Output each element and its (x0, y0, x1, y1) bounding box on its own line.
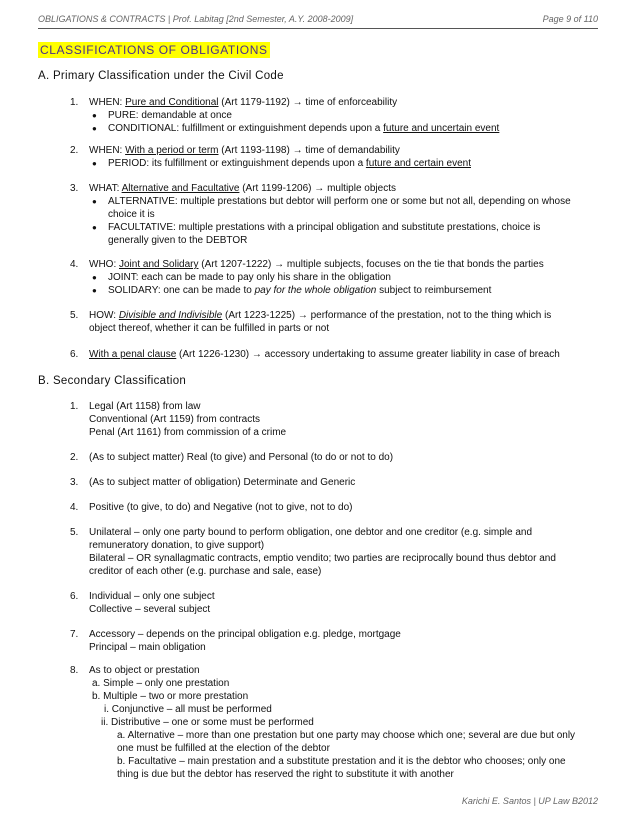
b8-number: 8. (70, 665, 79, 676)
a3-number: 3. (70, 183, 79, 194)
page-header (38, 12, 598, 29)
b1-number: 1. (70, 401, 79, 412)
b1-line-legal: Legal (Art 1158) from law (89, 401, 201, 412)
b5-line-unilateral-cont: remuneratory donation, to give support) (89, 540, 265, 551)
page-footer: Karichi E. Santos | UP Law B2012 (461, 796, 598, 806)
bullet-icon: ● (92, 197, 97, 206)
a6-number: 6. (70, 349, 79, 360)
b5-line-unilateral: Unilateral – only one party bound to perform obligation, one debtor and one creditor (e.g. simple and (89, 527, 533, 538)
a1-bullet-conditional: CONDITIONAL: fulfillment or extinguishment depends upon a future and uncertain event (108, 123, 500, 134)
a1-text: WHEN: Pure and Conditional (Art 1179-1192) → time of enforceability (89, 97, 398, 108)
b2-number: 2. (70, 452, 79, 463)
b8-facultative: b. Facultative – main prestation and a substitute prestation and it is the debtor who chooses; only one (117, 756, 566, 767)
a2-text: WHEN: With a period or term (Art 1193-1198) → time of demandability (89, 145, 400, 156)
b7-line-accessory: Accessory – depends on the principal obligation e.g. pledge, mortgage (89, 629, 401, 640)
a3-bullet-facultative-cont: generally given to the DEBTOR (108, 235, 248, 246)
section-title: CLASSIFICATIONS OF OBLIGATIONS (40, 43, 268, 57)
b5-number: 5. (70, 527, 79, 538)
a2-bullet-period: PERIOD: its fulfillment or extinguishment depends upon a future and certain event (108, 158, 471, 169)
bullet-icon: ● (92, 286, 97, 295)
a3-bullet-alternative-cont: choice it is (108, 209, 155, 220)
a4-bullet-joint: JOINT: each can be made to pay only his share in the obligation (108, 272, 391, 283)
section-a-heading: A. Primary Classification under the Civil Code (38, 70, 284, 82)
a5-text-cont: object thereof, whether it can be fulfilled in parts or not (89, 323, 330, 334)
a1-bullet-pure: PURE: demandable at once (108, 110, 232, 121)
bullet-icon: ● (92, 159, 97, 168)
b8-sub-simple: a. Simple – only one prestation (92, 678, 230, 689)
b8-alternative: a. Alternative – more than one prestation but one party may choose which one; several are due but only (117, 730, 576, 741)
b8-sub-conjunctive: i. Conjunctive – all must be performed (104, 704, 272, 715)
header-page-number: Page 9 of 110 (542, 14, 598, 24)
section-b-heading: B. Secondary Classification (38, 375, 187, 387)
bullet-icon: ● (92, 273, 97, 282)
a5-text: HOW: Divisible and Indivisible (Art 1223-1225) → performance of the prestation, not to the thing which is (89, 310, 552, 321)
b6-line-individual: Individual – only one subject (89, 591, 215, 602)
a4-text: WHO: Joint and Solidary (Art 1207-1222) → multiple subjects, focuses on the tie that bonds the parties (89, 259, 544, 270)
b6-line-collective: Collective – several subject (89, 604, 211, 615)
b3-number: 3. (70, 477, 79, 488)
a2-number: 2. (70, 145, 79, 156)
a6-text: With a penal clause (Art 1226-1230) → accessory undertaking to assume greater liability in case of breach (89, 349, 560, 360)
a5-number: 5. (70, 310, 79, 321)
bullet-icon: ● (92, 223, 97, 232)
a1-number: 1. (70, 97, 79, 108)
b4-line: Positive (to give, to do) and Negative (not to give, not to do) (89, 502, 353, 513)
bullet-icon: ● (92, 124, 97, 133)
a4-number: 4. (70, 259, 79, 270)
b2-line: (As to subject matter) Real (to give) and Personal (to do or not to do) (89, 452, 394, 463)
b4-number: 4. (70, 502, 79, 513)
b7-number: 7. (70, 629, 79, 640)
a3-bullet-alternative: ALTERNATIVE: multiple prestations but debtor will perform one or some but not all, depending on whose (108, 196, 571, 207)
b3-line: (As to subject matter of obligation) Determinate and Generic (89, 477, 356, 488)
b6-number: 6. (70, 591, 79, 602)
bullet-icon: ● (92, 111, 97, 120)
header-course-info: OBLIGATIONS & CONTRACTS | Prof. Labitag [2nd Semester, A.Y. 2008-2009] (38, 14, 354, 24)
b7-line-principal: Principal – main obligation (89, 642, 206, 653)
b8-sub-multiple: b. Multiple – two or more prestation (92, 691, 249, 702)
b8-facultative-cont: thing is due but the debtor has reserved the right to substitute it with another (117, 769, 454, 780)
b5-line-bilateral-cont: creditor of each other (e.g. purchase and sale, ease) (89, 566, 322, 577)
a3-text: WHAT: Alternative and Facultative (Art 1199-1206) → multiple objects (89, 183, 396, 194)
a4-bullet-solidary: SOLIDARY: one can be made to pay for the whole obligation subject to reimbursement (108, 285, 492, 296)
b5-line-bilateral: Bilateral – OR synallagmatic contracts, emptio vendito; two parties are reciprocally bound thus debtor and (89, 553, 556, 564)
b8-alternative-cont: one must be fulfilled at the election of the debtor (117, 743, 330, 754)
b1-line-penal: Penal (Art 1161) from commission of a crime (89, 427, 287, 438)
b1-line-conventional: Conventional (Art 1159) from contracts (89, 414, 261, 425)
b8-sub-distributive: ii. Distributive – one or some must be performed (101, 717, 314, 728)
a3-bullet-facultative: FACULTATIVE: multiple prestations with a principal obligation and substitute prestations, choice is (108, 222, 541, 233)
b8-line: As to object or prestation (89, 665, 200, 676)
